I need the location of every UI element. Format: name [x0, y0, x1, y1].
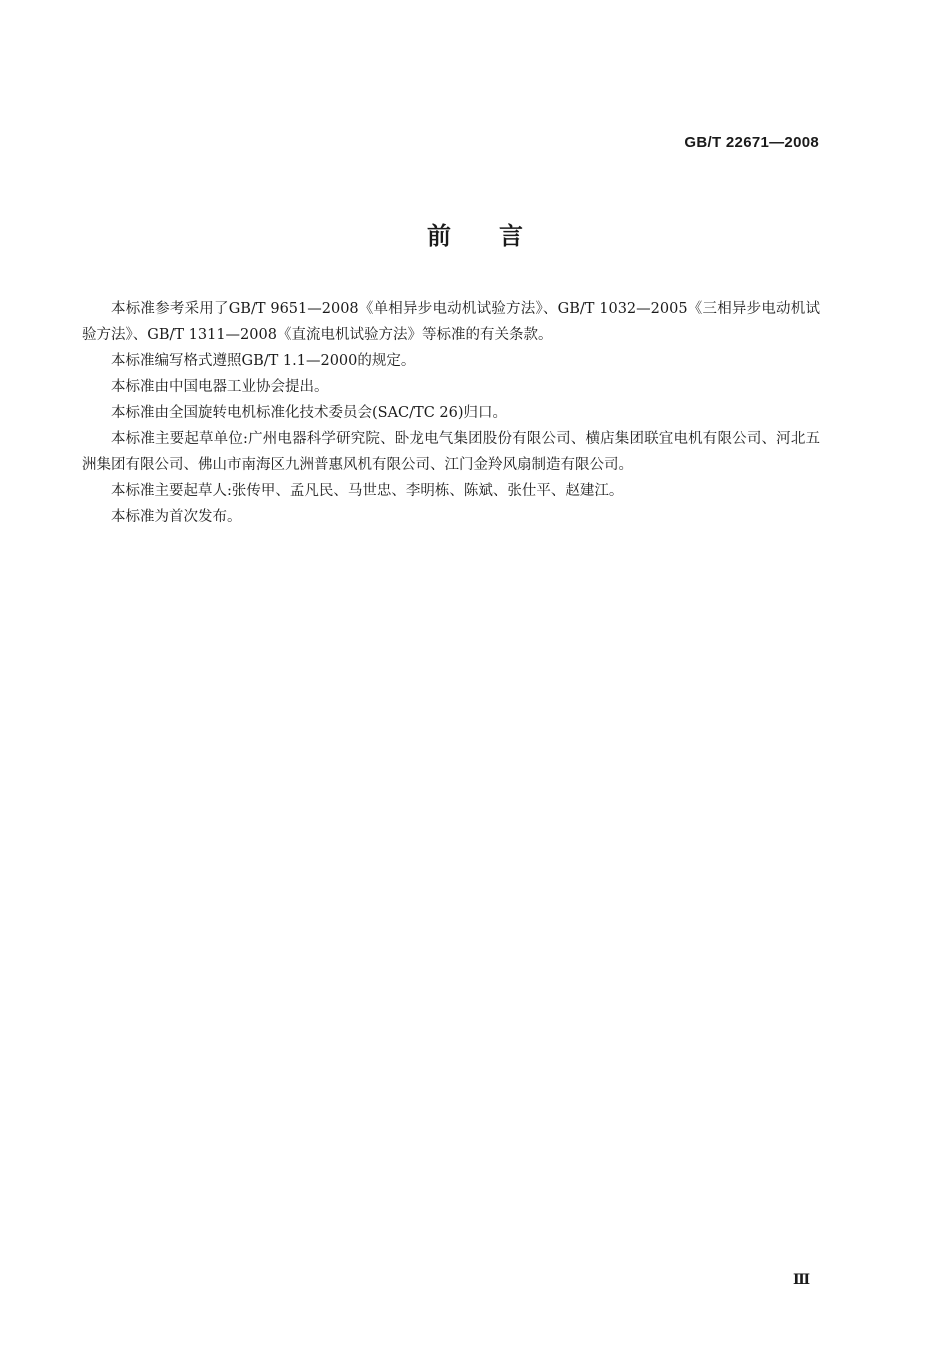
page-number: Ⅲ [792, 1272, 810, 1288]
page-title: 前言 [427, 222, 571, 250]
standard-number: GB/T 22671—2008 [684, 134, 819, 151]
paragraph-committee: 本标准由全国旋转电机标准化技术委员会(SAC/TC 26)归口。 [111, 405, 508, 421]
paragraph-format: 本标准编写格式遵照GB/T 1.1—2000的规定。 [111, 353, 416, 369]
paragraph-drafters: 本标准主要起草人:张传甲、孟凡民、马世忠、李明栋、陈斌、张仕平、赵建江。 [111, 483, 624, 499]
paragraph-drafting-units: 本标准主要起草单位:广州电器科学研究院、卧龙电气集团股份有限公司、横店集团联宜电机有限公司、河北五洲集团有限公司、佛山市南海区九洲普惠风机有限公司、江门金羚风扇制造有限公司。 [82, 431, 820, 473]
foreword-body [82, 296, 820, 530]
paragraph-first-release: 本标准为首次发布。 [111, 509, 242, 525]
paragraph-references: 本标准参考采用了GB/T 9651—2008《单相异步电动机试验方法》、GB/T 1032—2005《三相异步电动机试验方法》、GB/T 1311—2008《直流电机试验方法》等标准的有关条款。 [82, 301, 820, 343]
paragraph-proposer: 本标准由中国电器工业协会提出。 [111, 379, 329, 395]
